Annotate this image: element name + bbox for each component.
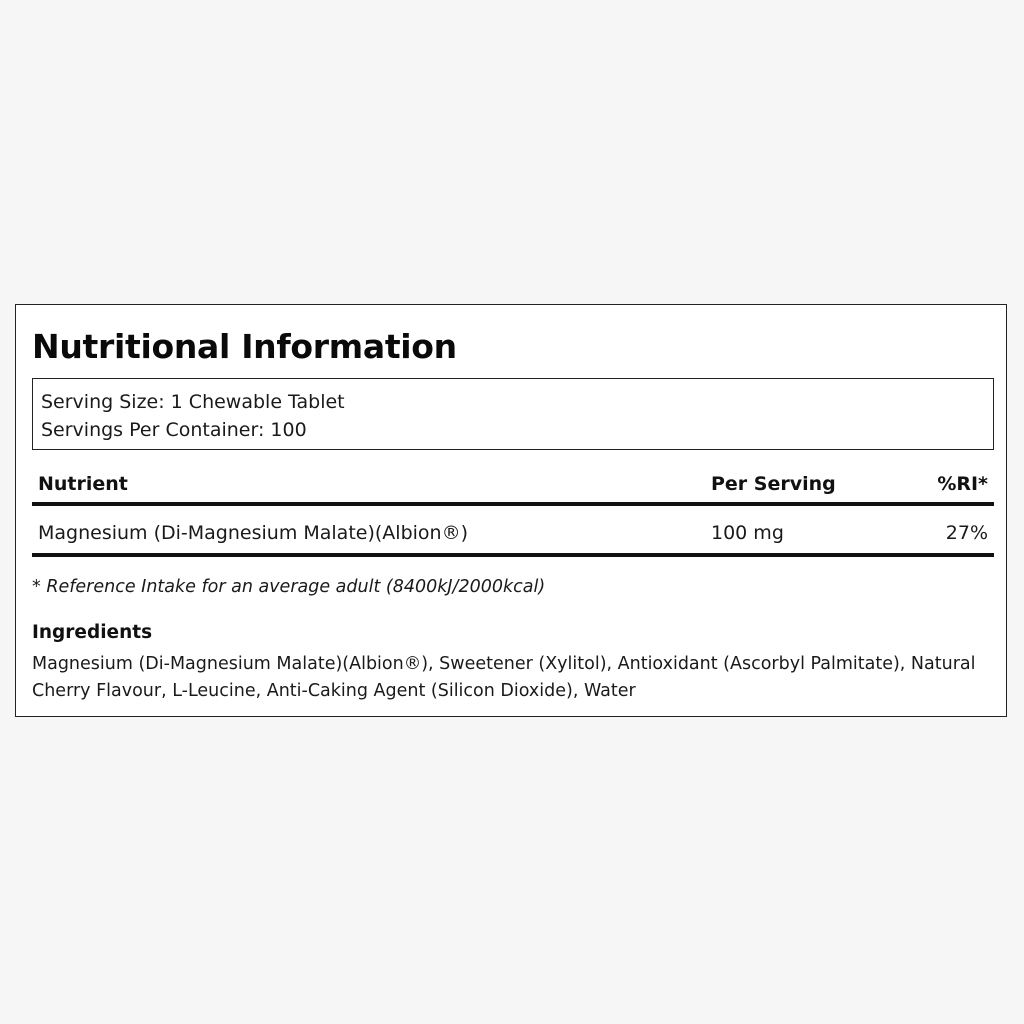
servings-per-container: Servings Per Container: 100 xyxy=(41,419,307,441)
row-ri: 27% xyxy=(945,522,988,544)
table-row xyxy=(32,506,994,557)
nutrition-panel xyxy=(15,304,1007,717)
header-per-serving: Per Serving xyxy=(711,473,836,495)
serving-size: Serving Size: 1 Chewable Tablet xyxy=(41,391,345,413)
row-per-serving: 100 mg xyxy=(711,522,784,544)
nutrient-table-header xyxy=(32,466,994,506)
header-ri: %RI* xyxy=(937,473,988,495)
page-title: Nutritional Information xyxy=(32,327,457,366)
reference-intake-footnote: * Reference Intake for an average adult (8400kJ/2000kcal) xyxy=(32,577,546,597)
row-nutrient: Magnesium (Di-Magnesium Malate)(Albion®) xyxy=(38,522,468,544)
serving-info-box xyxy=(32,378,994,450)
header-nutrient: Nutrient xyxy=(38,473,128,495)
ingredients-list: Magnesium (Di-Magnesium Malate)(Albion®), Sweetener (Xylitol), Antioxidant (Ascorbyl Palmitate), Natural Cherry Flavour, L-Leucine, Anti-Caking Agent (Silicon Dioxide), Water xyxy=(32,654,976,701)
ingredients-heading: Ingredients xyxy=(32,622,153,643)
